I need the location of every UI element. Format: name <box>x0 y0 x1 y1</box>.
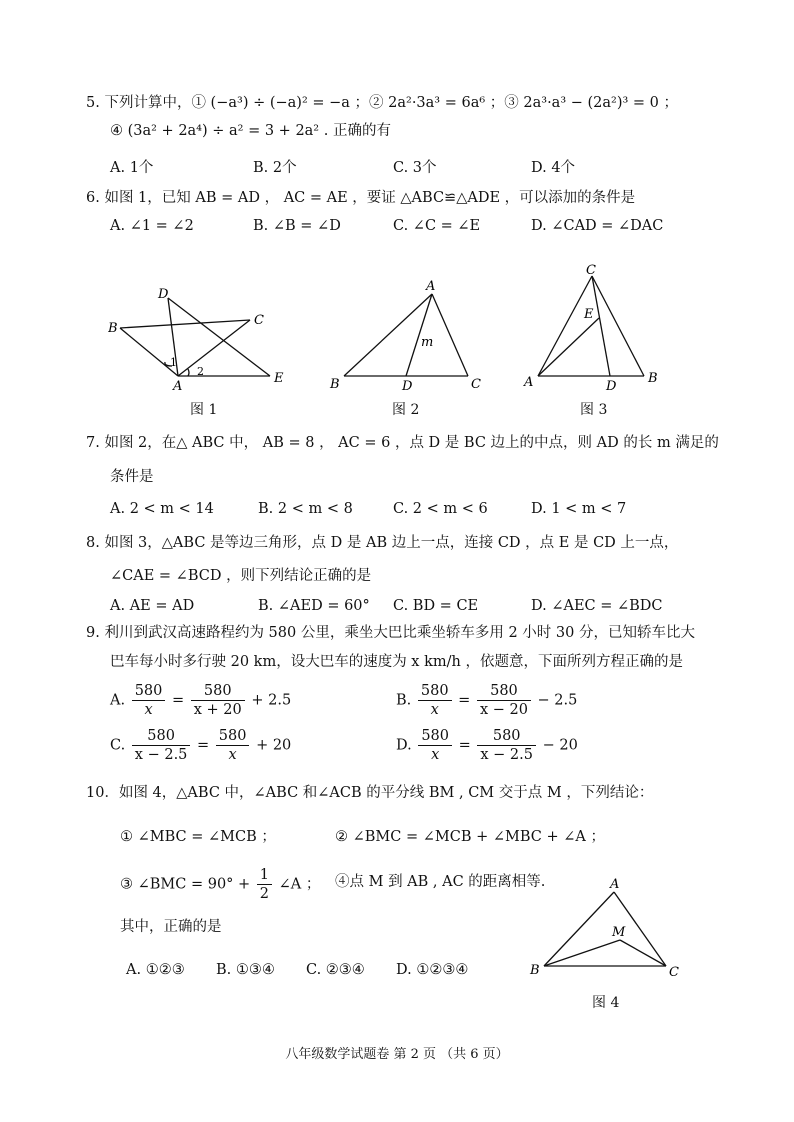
fig1-label-1: 1 <box>170 356 177 369</box>
figure-1-caption: 图 1 <box>190 402 218 418</box>
fig2-label-b: B <box>330 377 340 392</box>
q8-option-a: A. AE = AD <box>110 598 195 614</box>
q5-option-d: D. 4个 <box>531 160 576 176</box>
q9-option-a <box>110 682 291 719</box>
q9-a-den2: x + 20 <box>193 702 242 718</box>
fig3-label-a: A <box>524 375 534 390</box>
fig3-line-cb <box>592 276 644 376</box>
fig2-label-c: C <box>471 377 481 392</box>
q9-c-fraction-right <box>216 727 250 764</box>
page-footer: 八年级数学试题卷 第 2 页 （共 6 页） <box>285 1047 509 1062</box>
q9-a-fraction-right <box>191 682 245 719</box>
q7-option-d: D. 1 < m < 7 <box>531 501 627 517</box>
fig3-label-e: E <box>584 307 594 322</box>
q9-line2: 巴车每小时多行驶 20 km，设大巴车的速度为 x km/h ，依题意，下面所列方程正确的是 <box>110 654 683 670</box>
fig3-label-d: D <box>606 379 617 392</box>
q5-option-a: A. 1个 <box>110 160 154 176</box>
q7-line1: 7. 如图 2，在△ ABC 中， AB = 8 ， AC = 6 ，点 D 是 BC 边上的中点，则 AD 的长 m 满足的 <box>86 435 719 451</box>
figure-4-caption: 图 4 <box>592 995 620 1011</box>
fig3-label-c: C <box>586 263 596 278</box>
fig1-label-e: E <box>274 371 284 386</box>
q10-statement-4: ④点 M 到 AB , AC 的距离相等. <box>335 874 546 890</box>
q6-option-c: C. ∠C = ∠E <box>393 218 481 234</box>
q9-c-den2: x <box>228 747 237 763</box>
fig1-label-d: D <box>158 287 169 302</box>
q6-text: 6. 如图 1，已知 AB = AD ， AC = AE ，要证 △ABC≌△ADE ，可以添加的条件是 <box>86 190 636 206</box>
q8-line2: ∠CAE = ∠BCD ，则下列结论正确的是 <box>110 568 372 584</box>
fig4-line-bm <box>544 940 620 966</box>
q10-line1: 10．如图 4，△ABC 中，∠ABC 和∠ACB 的平分线 BM , CM 交于点 M ，下列结论： <box>86 785 654 801</box>
q8-option-b: B. ∠AED = 60° <box>258 598 370 614</box>
figure-2-caption: 图 2 <box>392 402 420 418</box>
q9-c-label: C. <box>110 737 126 754</box>
q10-option-a: A. ①②③ <box>126 962 185 978</box>
fig3-line-ae <box>538 318 599 376</box>
q9-option-b <box>396 682 577 719</box>
q9-option-d <box>396 727 578 764</box>
q8-line1: 8. 如图 3，△ABC 是等边三角形，点 D 是 AB 边上一点，连接 CD ，点 E 是 CD 上一点， <box>86 535 679 551</box>
fig1-line-de <box>168 298 270 376</box>
q9-c-fraction-left <box>132 727 191 764</box>
fig1-line-bc <box>120 320 250 328</box>
q9-b-num1: 580 <box>418 682 452 701</box>
q9-c-num1: 580 <box>132 727 191 746</box>
fig4-label-c: C <box>669 965 679 980</box>
q9-line1: 9. 利川到武汉高速路程约为 580 公里，乘坐大巴比乘坐轿车多用 2 小时 30 分，已知轿车比大 <box>86 625 695 641</box>
fig2-label-d: D <box>402 379 413 392</box>
q9-b-fraction-left <box>418 682 452 719</box>
q9-d-fraction-right <box>477 727 536 764</box>
q9-a-label: A. <box>110 692 126 709</box>
q9-c-tail: + 20 <box>256 737 292 754</box>
q9-b-num2: 580 <box>477 682 531 701</box>
fig1-label-c: C <box>254 313 264 328</box>
fig3-line-ca <box>538 276 592 376</box>
q10-s3-fraction <box>257 866 272 903</box>
fig4-label-m: M <box>612 925 626 940</box>
q10-statement-2: ② ∠BMC = ∠MCB + ∠MBC + ∠A ； <box>335 829 605 845</box>
q9-c-num2: 580 <box>216 727 250 746</box>
fig3-line-cd <box>592 276 610 376</box>
q9-b-label: B. <box>396 692 412 709</box>
q5-option-c: C. 3个 <box>393 160 437 176</box>
q10-s3-den: 2 <box>259 886 270 902</box>
q5-line2: ④ (3a² + 2a⁴) ÷ a² = 3 + 2a² . 正确的有 <box>110 123 391 139</box>
q10-statement-3 <box>120 866 320 903</box>
fig2-line-ac <box>432 294 468 376</box>
q7-option-a: A. 2 < m < 14 <box>110 501 214 517</box>
q9-b-tail: − 2.5 <box>537 692 578 709</box>
q9-a-num1: 580 <box>132 682 166 701</box>
figure-4 <box>526 874 686 984</box>
figure-1 <box>108 282 298 392</box>
fig4-line-ab <box>544 892 614 966</box>
q7-option-c: C. 2 < m < 6 <box>393 501 488 517</box>
q10-s3-post: ∠A ； <box>278 876 321 893</box>
q9-a-tail: + 2.5 <box>251 692 292 709</box>
q9-a-equals: = <box>172 692 185 709</box>
fig1-label-a: A <box>173 379 183 392</box>
q10-option-c: C. ②③④ <box>306 962 365 978</box>
q9-a-den1: x <box>144 702 153 718</box>
q10-statement-1: ① ∠MBC = ∠MCB ； <box>120 829 276 845</box>
q10-s3-pre: ③ ∠BMC = 90° + <box>120 876 251 893</box>
fig3-label-b: B <box>648 371 658 386</box>
q9-b-fraction-right <box>477 682 531 719</box>
q9-b-den1: x <box>430 702 439 718</box>
fig1-angle-2-arc <box>188 369 189 376</box>
q7-line2: 条件是 <box>110 469 154 485</box>
figure-3 <box>520 260 670 392</box>
figure-3-caption: 图 3 <box>580 402 608 418</box>
q8-option-d: D. ∠AEC = ∠BDC <box>531 598 663 614</box>
q9-option-c <box>110 727 291 764</box>
q6-option-b: B. ∠B = ∠D <box>253 218 341 234</box>
q9-d-equals: = <box>458 737 471 754</box>
q6-option-d: D. ∠CAD = ∠DAC <box>531 218 664 234</box>
q9-d-fraction-left <box>418 727 452 764</box>
q8-option-c: C. BD = CE <box>393 598 479 614</box>
q5-line1: 5. 下列计算中，① (−a³) ÷ (−a)² = −a ；② 2a²·3a³ = 6a⁶ ；③ 2a³·a³ − (2a²)³ = 0 ； <box>86 95 679 111</box>
fig1-label-2: 2 <box>197 365 204 378</box>
fig1-label-b: B <box>108 321 118 336</box>
q9-d-tail: − 20 <box>542 737 578 754</box>
q10-prompt: 其中，正确的是 <box>120 919 222 935</box>
fig1-line-ac <box>178 320 250 376</box>
fig2-label-m: m <box>421 335 434 350</box>
q9-d-label: D. <box>396 737 412 754</box>
q9-c-den1: x − 2.5 <box>134 747 188 763</box>
q6-option-a: A. ∠1 = ∠2 <box>110 218 194 234</box>
q10-s3-num: 1 <box>257 866 272 885</box>
figure-2 <box>322 276 492 392</box>
q9-d-den1: x <box>431 747 440 763</box>
q10-option-d: D. ①②③④ <box>396 962 469 978</box>
fig2-label-a: A <box>426 279 436 294</box>
q9-d-num1: 580 <box>418 727 452 746</box>
q9-a-num2: 580 <box>191 682 245 701</box>
q9-b-equals: = <box>458 692 471 709</box>
q10-option-b: B. ①③④ <box>216 962 275 978</box>
fig4-line-mc <box>620 940 666 966</box>
fig4-label-a: A <box>610 877 620 892</box>
q9-a-fraction-left <box>132 682 166 719</box>
fig4-label-b: B <box>530 963 540 978</box>
q9-d-num2: 580 <box>477 727 536 746</box>
q5-option-b: B. 2个 <box>253 160 297 176</box>
q9-d-den2: x − 2.5 <box>480 747 533 763</box>
q9-b-den2: x − 20 <box>479 702 528 718</box>
q7-option-b: B. 2 < m < 8 <box>258 501 353 517</box>
q9-c-equals: = <box>197 737 210 754</box>
